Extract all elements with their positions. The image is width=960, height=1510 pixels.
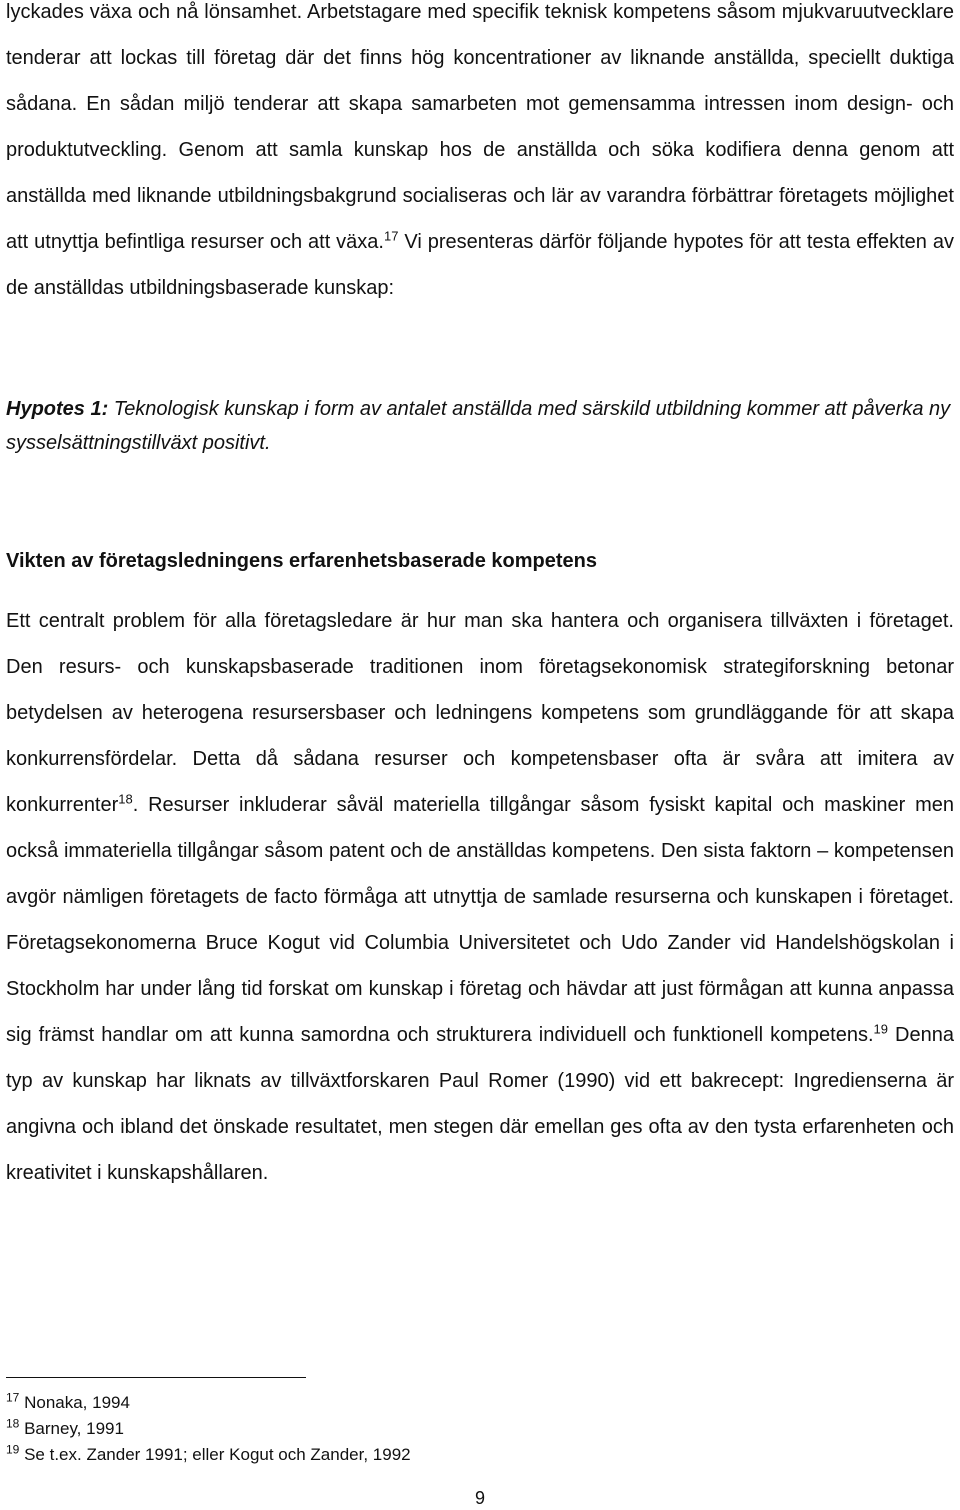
footnote-text: Barney, 1991 — [19, 1419, 124, 1438]
footnote-number: 18 — [6, 1416, 20, 1431]
paragraph-1-text-a: lyckades växa och nå lönsamhet. Arbetstagare med specifik teknisk kompetens såsom mjukvaruutvecklare tenderar att lockas till företag där det finns hög koncentrationer av liknande anställda, speciellt duktiga sådana. En sådan miljö tenderar att skapa samarbeten mot gemensamma intressen inom design- och produktutveckling. Genom att samla kunskap hos de anställda och söka kodifiera denna genom att anställda med liknande utbildningsbakgrund socialiseras och lär av varandra förbättrar företagets möjlighet att utnyttja befintliga resurser och att växa. — [6, 1, 954, 253]
footnote-number: 19 — [6, 1442, 20, 1457]
footnote-text: Se t.ex. Zander 1991; eller Kogut och Zander, 1992 — [19, 1445, 411, 1464]
footnote-separator — [6, 1377, 306, 1378]
hypothesis-1 — [6, 392, 954, 460]
footnote-ref-18[interactable]: 18 — [118, 791, 133, 807]
page-number: 9 — [474, 1488, 485, 1508]
section-heading: Vikten av företagsledningens erfarenhetsbaserade kompetens — [6, 550, 597, 572]
footnote-text: Nonaka, 1994 — [19, 1393, 130, 1412]
footnote-ref-17[interactable]: 17 — [383, 228, 399, 244]
hypothesis-text: Teknologisk kunskap i form av antalet anställda med särskild utbildning kommer att påverka ny sysselsättningstillväxt positivt. — [6, 398, 951, 454]
paragraph-1-text-b: Vi presenteras därför följande hypotes för att testa effekten av de anställdas utbildningsbaserade kunskap: — [6, 231, 954, 299]
paragraph-2-text-c: Denna typ av kunskap har liknats av tillväxtforskaren Paul Romer (1990) vid ett bakrecept: Ingredienserna är angivna och ibland det önskade resultatet, men stegen där emellan ges ofta av den tysta erfarenheten och kreativitet i kunskapshållaren. — [6, 1024, 954, 1184]
footnote-number: 17 — [6, 1390, 20, 1405]
hypothesis-label: Hypotes 1: — [6, 398, 109, 420]
body-paragraph-2 — [6, 598, 954, 1196]
footnote-item — [6, 1442, 954, 1468]
footnote-item — [6, 1390, 954, 1416]
paragraph-2-text-a: Ett centralt problem för alla företagsledare är hur man ska hantera och organisera tillväxten i företaget. Den resurs- och kunskapsbaserade traditionen inom företagsekonomisk strategiforskning betonar betydelsen av heterogena resursersbaser och ledningens kompetens som grundläggande för att skapa konkurrensfördelar. Detta då sådana resurser och kompetensbaser ofta är svåra att imitera av konkurrenter — [6, 610, 954, 816]
footnote-ref-19[interactable]: 19 — [873, 1021, 888, 1037]
paragraph-2-text-b: . Resurser inkluderar såväl materiella tillgångar såsom fysiskt kapital och maskiner men också immateriella tillgångar såsom patent och de anställdas kompetens. Den sista faktorn – kompetensen avgör nämligen företagets de facto förmåga att utnyttja de samlade resurserna och kunskapen i företaget. Företagsekonomerna Bruce Kogut vid Columbia Universitetet och Udo Zander vid Handelshögskolan i Stockholm har under lång tid forskat om kunskap i företag och hävdar att just förmågan att kunna anpassa sig främst handlar om att kunna samordna och strukturera individuell och funktionell kompetens. — [6, 794, 954, 1046]
body-paragraph-1 — [6, 0, 954, 311]
footnote-item — [6, 1416, 954, 1442]
footnote-list — [6, 1390, 954, 1468]
